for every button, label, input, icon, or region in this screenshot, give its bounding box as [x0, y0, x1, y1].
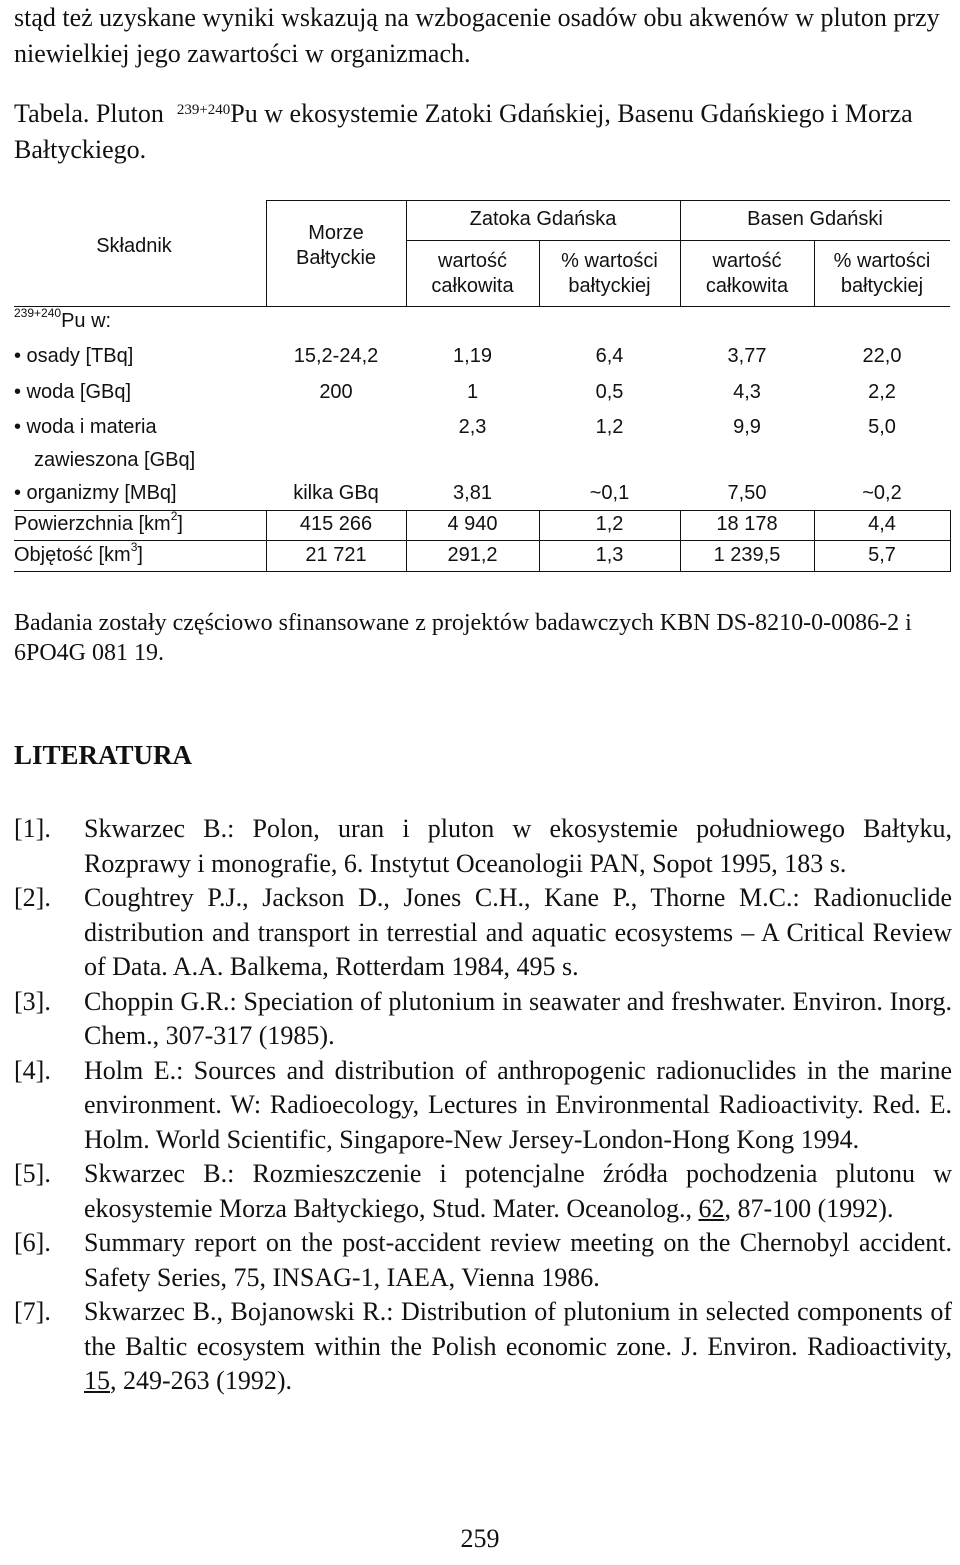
reference-text: Coughtrey P.J., Jackson D., Jones C.H., Kane P., Thorne M.C.: Radionuclide distribution and transport in terrestial and aquatic ecosystems – A Critical Review of Data. A.A. Balkema, Rotterdam 1984, 495 s.: [84, 883, 952, 981]
group-basin-header: Basen Gdański: [747, 208, 883, 230]
row-label: • osady [TBq]: [14, 345, 134, 367]
reference-item: [14, 1226, 952, 1295]
reference-number: [6].: [14, 1228, 51, 1257]
cell-gulf-pct: ~0,1: [589, 482, 630, 504]
reference-item: [5]. Skwarzec B.: Rozmieszczenie i potencjalne źródła pochodzenia plutonu w ekosystemie Morza Bałtyckiego, Stud. Mater. Oceanolog., 62, 87-100 (1992).: [14, 1159, 952, 1223]
reference-text: Holm E.: Sources and distribution of anthropogenic radionuclides in the marine environment. W: Radioecology, Lectures in Environmental Radioactivity. Red. E. Holm. World Scientific, Singapore-New Jersey-London-Hong Kong 1994.: [84, 1055, 952, 1154]
cell-gulf-total: 1,19: [453, 345, 492, 367]
cell-basin-pct: 22,0: [862, 345, 902, 367]
cell-baltic: 21 721: [305, 544, 367, 566]
reference-item: [14, 1054, 952, 1158]
cell-basin-total: 3,77: [727, 345, 767, 367]
cell-basin-total: 1 239,5: [713, 544, 781, 566]
reference-item: [14, 812, 952, 881]
cell-basin-pct: 2,2: [868, 381, 896, 403]
reference-number: [3].: [14, 986, 51, 1016]
cell-gulf-total: 291,2: [447, 544, 498, 566]
row-label: Powierzchnia $[km^2]$: [14, 509, 183, 535]
cell-basin-pct: 5,0: [868, 416, 896, 438]
cell-gulf-total: 3,81: [453, 482, 492, 504]
plutonium-table: [14, 200, 950, 572]
isotope-row-label: $^{239+240}$Pu w:: [14, 306, 112, 332]
row-label-cont: zawieszona [GBq]: [34, 449, 196, 471]
basin-pct-header-1: % wartości: [833, 250, 931, 272]
reference-number: [7].: [14, 1297, 51, 1326]
gulf-pct-header-1: % wartości: [561, 250, 658, 272]
volume-number: 62: [698, 1193, 725, 1223]
row-label: • woda i materia: [14, 416, 157, 438]
volume-number: 15: [84, 1366, 110, 1395]
row-label: Objętość $[km^3]$: [14, 540, 143, 566]
reference-number: [1].: [14, 814, 51, 843]
reference-number: [2].: [14, 883, 51, 912]
reference-item: [14, 881, 952, 985]
cell-basin-pct: ~0,2: [862, 482, 902, 504]
cell-baltic: kilka GBq: [293, 482, 379, 504]
funding-note: Badania zostały częściowo sfinansowane z projektów badawczych KBN DS-8210-0-0086-2 i 6PO4G 081 19.: [14, 610, 912, 666]
basin-total-header-1: wartość: [712, 250, 782, 272]
basin-pct-header-2: bałtyckiej: [840, 275, 924, 297]
reference-text: Skwarzec B.: Polon, uran i pluton w ekosystemie południowego Bałtyku, Rozprawy i monografie, 6. Instytut Oceanologii PAN, Sopot 1995, 183 s.: [84, 814, 952, 878]
row-label: • organizmy [MBq]: [14, 482, 177, 504]
literature-heading: LITERATURA: [14, 740, 193, 770]
basin-total-header-2: całkowita: [705, 275, 789, 297]
cell-baltic: 15,2-24,2: [293, 345, 379, 367]
cell-gulf-total: 1: [466, 381, 479, 403]
cell-basin-pct: 5,7: [868, 544, 896, 566]
caption-isotope-sup: 239+240: [176, 102, 231, 118]
page-number: 259: [460, 1524, 500, 1553]
row-label: • woda [GBq]: [14, 381, 132, 403]
col-baltic-header-line2: Bałtyckie: [295, 247, 377, 269]
reference-number: [5].: [14, 1159, 51, 1188]
cell-baltic: 415 266: [299, 513, 373, 535]
cell-gulf-pct: 6,4: [595, 345, 624, 367]
col-component-header: Składnik: [96, 235, 172, 257]
cell-basin-total: 18 178: [716, 513, 778, 535]
reference-item: [7]. Skwarzec B., Bojanowski R.: Distribution of plutonium in selected components of the Baltic ecosystem within the Polish economic zone. J. Environ. Radioactivity, 15, 249-263 (1992).: [14, 1297, 952, 1395]
caption-prefix: Tabela. Pluton: [14, 99, 164, 128]
cell-basin-total: 4,3: [733, 381, 761, 403]
reference-list: [14, 812, 952, 1399]
cell-gulf-total: 4 940: [447, 513, 498, 535]
table-caption: [14, 96, 950, 168]
cell-gulf-pct: 1,3: [595, 544, 624, 566]
reference-text: Summary report on the post-accident review meeting on the Chernobyl accident. Safety Series, 75, INSAG-1, IAEA, Vienna 1986.: [84, 1228, 952, 1292]
reference-number: [4].: [14, 1055, 51, 1085]
group-gulf-header: Zatoka Gdańska: [469, 208, 617, 230]
cell-basin-pct: 4,4: [868, 513, 896, 535]
caption-element: Pu: [230, 99, 258, 128]
reference-text: Choppin G.R.: Speciation of plutonium in seawater and freshwater. Environ. Inorg. Chem., 307-317 (1985).: [84, 986, 952, 1050]
gulf-total-header-1: wartość: [438, 250, 507, 272]
cell-baltic: 200: [319, 381, 353, 403]
cell-gulf-pct: 1,2: [595, 513, 624, 535]
gulf-pct-header-2: bałtyckiej: [568, 275, 651, 297]
caption-rest: w ekosystemie Zatoki Gdańskiej, Basenu Gdańskiego i Morza Bałtyckiego.: [14, 99, 913, 164]
cell-gulf-pct: 0,5: [595, 381, 624, 403]
cell-gulf-total: 2,3: [458, 416, 487, 438]
intro-paragraph: stąd też uzyskane wyniki wskazują na wzbogacenie osadów obu akwenów w pluton przy niewielkiej jego zawartości w organizmach.: [14, 3, 940, 68]
col-baltic-header-line1: Morze: [308, 222, 364, 244]
cell-gulf-pct: 1,2: [595, 416, 624, 438]
cell-basin-total: 7,50: [727, 482, 767, 504]
reference-item: [14, 985, 952, 1054]
gulf-total-header-2: całkowita: [431, 275, 514, 297]
cell-basin-total: 9,9: [733, 416, 761, 438]
